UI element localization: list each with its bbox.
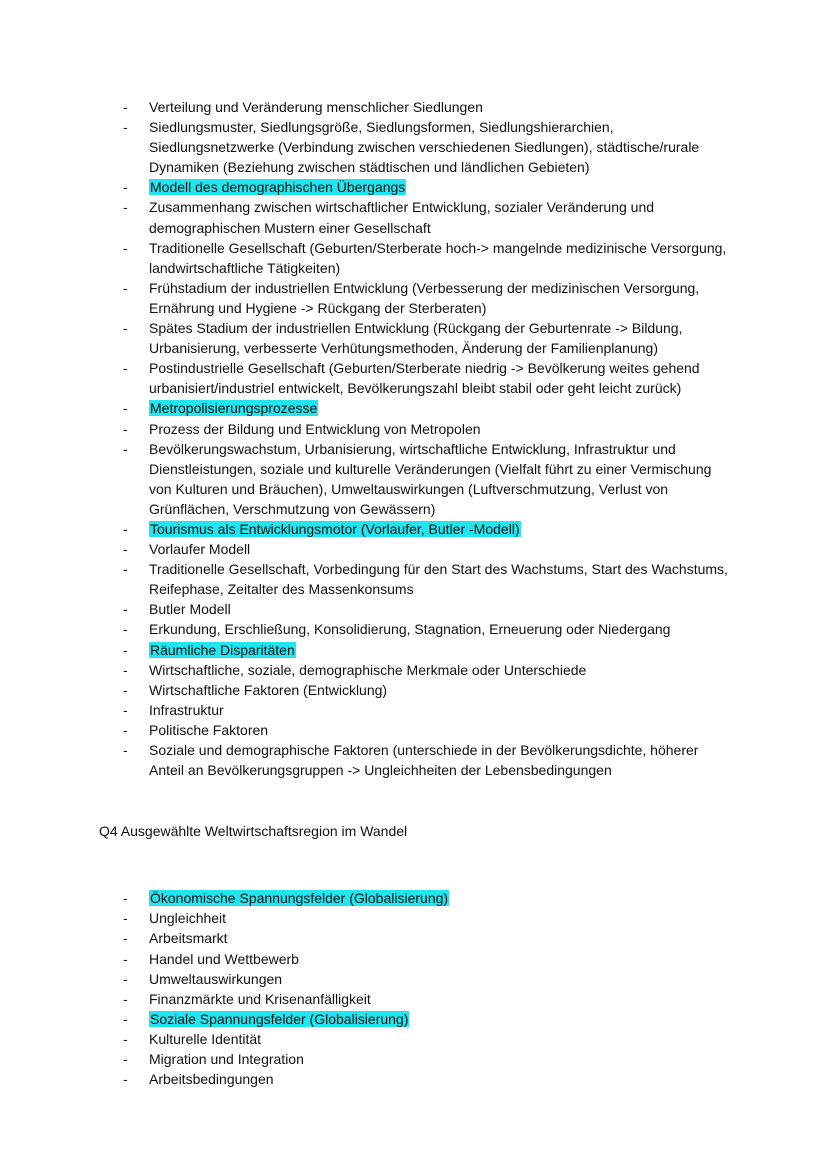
- bullet-dash-marker: -: [123, 360, 128, 377]
- highlighted-topic-heading: Metropolisierungsprozesse: [150, 400, 318, 417]
- list-item-text: Arbeitsmarkt: [149, 930, 228, 947]
- list-item-text: Wirtschaftliche Faktoren (Entwicklung): [149, 681, 388, 698]
- list-item-text: Finanzmärkte und Krisenanfälligkeit: [149, 990, 371, 1007]
- bullet-dash-marker: -: [123, 179, 128, 196]
- highlighted-topic-heading: Räumliche Disparitäten: [150, 641, 295, 658]
- list-item: [123, 969, 728, 989]
- bullet-dash-marker: -: [123, 1030, 128, 1047]
- list-item-text: Traditionelle Gesellschaft (Geburten/Sterberate hoch-> mangelnde medizinische Versorgung, landwirtschaftliche Tätigkeiten): [149, 239, 727, 276]
- list-item-text: Erkundung, Erschließung, Konsolidierung, Stagnation, Erneuerung oder Niedergang: [149, 621, 671, 638]
- list-item-text: Prozess der Bildung und Entwicklung von Metropolen: [149, 420, 481, 437]
- bullet-dash-marker: -: [123, 910, 128, 927]
- bullet-dash-marker: -: [123, 721, 128, 738]
- highlighted-topic-heading: Soziale Spannungsfelder (Globalisierung): [150, 1010, 409, 1027]
- list-item-text: Wirtschaftliche, soziale, demographische Merkmale oder Unterschiede: [149, 661, 587, 678]
- list-item-text: Infrastruktur: [149, 701, 224, 718]
- list-item: [123, 318, 728, 358]
- bullet-dash-marker: -: [123, 742, 128, 758]
- list-item-text: Politische Faktoren: [149, 721, 269, 738]
- list-item-text: Ungleichheit: [149, 910, 227, 927]
- list-item-text: Vorlaufer Modell: [149, 541, 251, 558]
- list-item-text: Migration und Integration: [149, 1051, 304, 1068]
- bullet-dash-marker: -: [123, 119, 128, 136]
- list-item-highlighted: [123, 519, 728, 539]
- list-item: [123, 559, 728, 599]
- bullet-dash-marker: -: [123, 661, 128, 678]
- list-item: [123, 439, 728, 519]
- list-item: [123, 740, 728, 780]
- bullet-dash-marker: -: [123, 701, 128, 718]
- bullet-list-world-economy: [0, 888, 828, 1089]
- list-item-highlighted: [123, 1009, 728, 1029]
- highlighted-topic-heading: Modell des demographischen Übergangs: [150, 179, 406, 196]
- bullet-dash-marker: -: [123, 541, 128, 558]
- list-item-highlighted: [123, 888, 728, 908]
- list-item-highlighted: [123, 640, 728, 660]
- list-item-text: Kulturelle Identität: [149, 1030, 262, 1047]
- list-item: [123, 1069, 728, 1089]
- list-item-text: Handel und Wettbewerb: [149, 950, 299, 967]
- list-item: [123, 358, 728, 398]
- bullet-dash-marker: -: [123, 970, 128, 987]
- bullet-dash-marker: -: [123, 400, 128, 417]
- list-item: [123, 680, 728, 700]
- list-item-highlighted: [123, 177, 728, 197]
- bullet-dash-marker: -: [123, 930, 128, 947]
- list-item: [123, 928, 728, 948]
- bullet-dash-marker: -: [123, 601, 128, 618]
- list-item: [123, 197, 728, 237]
- list-item: [123, 1029, 728, 1049]
- list-item-text: Bevölkerungswachstum, Urbanisierung, wirtschaftliche Entwicklung, Infrastruktur und Dienstleistungen, soziale und kulturelle Veränderungen (Vielfalt führt zu einer Vermischung von Kulturen und Bräuchen), Umweltauswirkungen (Luftverschmutzung, Verlust von Grünflächen, Verschmutzung von Gewässern): [149, 440, 712, 517]
- list-item-text: Traditionelle Gesellschaft, Vorbedingung für den Start des Wachstums, Start des Wachstums, Reifephase, Zeitalter des Massenkonsums: [149, 561, 728, 598]
- bullet-dash-marker: -: [123, 890, 128, 907]
- bullet-dash-marker: -: [123, 320, 128, 337]
- list-item: [123, 660, 728, 680]
- highlighted-topic-heading: Ökonomische Spannungsfelder (Globalisierung): [150, 890, 449, 907]
- list-item: [123, 278, 728, 318]
- bullet-dash-marker: -: [123, 99, 128, 115]
- bullet-dash-marker: -: [123, 641, 128, 658]
- list-item: [123, 700, 728, 720]
- bullet-dash-marker: -: [123, 990, 128, 1007]
- list-item: [123, 419, 728, 439]
- list-item: [123, 539, 728, 559]
- list-item-text: Zusammenhang zwischen wirtschaftlicher Entwicklung, sozialer Veränderung und demographischen Mustern einer Gesellschaft: [149, 199, 655, 236]
- bullet-dash-marker: -: [123, 1010, 128, 1027]
- list-item-text: Postindustrielle Gesellschaft (Geburten/Sterberate niedrig -> Bevölkerung weites gehend urbanisiert/industriel entwickelt, Bevölkerungszahl bleibt stabil oder geht leicht zurück): [149, 360, 700, 397]
- list-item-text: Umweltauswirkungen: [149, 970, 283, 987]
- list-item-text: Frühstadium der industriellen Entwicklung (Verbesserung der medizinischen Versorgung, Ernährung und Hygiene -> Rückgang der Sterberaten): [149, 279, 700, 316]
- section-heading: Q4 Ausgewählte Weltwirtschaftsregion im Wandel: [99, 823, 408, 840]
- list-item: [123, 117, 728, 177]
- bullet-dash-marker: -: [123, 239, 128, 256]
- bullet-dash-marker: -: [123, 561, 128, 578]
- list-item: [123, 908, 728, 928]
- bullet-dash-marker: -: [123, 420, 128, 437]
- highlighted-topic-heading: Tourismus als Entwicklungsmotor (Vorlaufer, Butler -Modell): [150, 520, 520, 537]
- list-item-text: Siedlungsmuster, Siedlungsgröße, Siedlungsformen, Siedlungshierarchien, Siedlungsnetzwerke (Verbindung zwischen verschiedenen Siedlungen), städtische/rurale Dynamiken (Beziehung zwischen städtischen und ländlichen Gebieten): [149, 119, 700, 176]
- list-item: [123, 599, 728, 619]
- bullet-dash-marker: -: [123, 621, 128, 638]
- list-item: [123, 720, 728, 740]
- list-item: [123, 97, 728, 117]
- bullet-dash-marker: -: [123, 950, 128, 967]
- list-item: [123, 989, 728, 1009]
- bullet-dash-marker: -: [123, 681, 128, 698]
- bullet-dash-marker: -: [123, 440, 128, 457]
- bullet-dash-marker: -: [123, 199, 128, 216]
- list-item: [123, 619, 728, 639]
- list-item-text: Spätes Stadium der industriellen Entwicklung (Rückgang der Geburtenrate -> Bildung, Urbanisierung, verbesserte Verhütungsmethoden, Änderung der Familienplanung): [149, 320, 683, 357]
- list-item: [123, 238, 728, 278]
- list-item-text: Butler Modell: [149, 601, 231, 618]
- list-item-text: Verteilung und Veränderung menschlicher Siedlungen: [149, 99, 483, 115]
- bullet-dash-marker: -: [123, 279, 128, 296]
- bullet-dash-marker: -: [123, 1051, 128, 1068]
- list-item-text: Soziale und demographische Faktoren (unterschiede in der Bevölkerungsdichte, höherer Anteil an Bevölkerungsgruppen -> Ungleichheiten der Lebensbedingungen: [149, 742, 699, 779]
- list-item-highlighted: [123, 398, 728, 418]
- bullet-dash-marker: -: [123, 520, 128, 537]
- bullet-dash-marker: -: [123, 1071, 128, 1088]
- list-item-text: Arbeitsbedingungen: [149, 1071, 274, 1088]
- list-item: [123, 1049, 728, 1069]
- list-item: [123, 949, 728, 969]
- bullet-list-geography-topics: [0, 97, 828, 780]
